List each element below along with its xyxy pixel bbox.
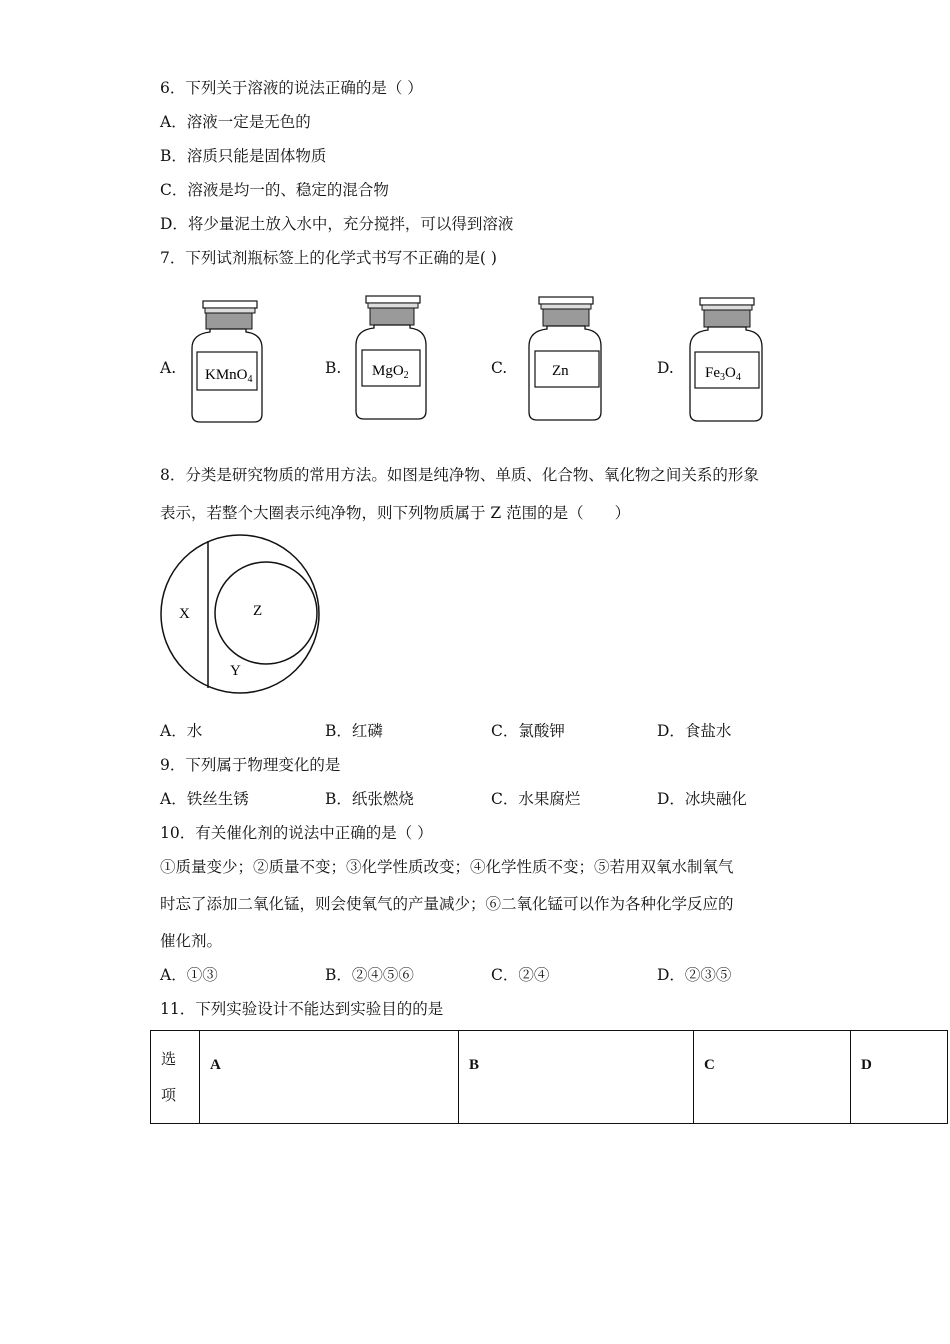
table-col-b: B <box>459 1031 694 1124</box>
q8-option-d: D．食盐水 <box>657 722 732 740</box>
q9-option-c: C．水果腐烂 <box>491 790 581 808</box>
q6-stem: 6．下列关于溶液的说法正确的是（ ） <box>160 79 423 97</box>
q11-table <box>150 1030 948 1124</box>
q7-option-a-letter: A. <box>160 359 177 377</box>
q10-option-b: B．②④⑤⑥ <box>325 966 414 984</box>
reagent-bottle-c <box>525 296 607 424</box>
q6-option-b: B．溶质只能是固体物质 <box>160 147 327 165</box>
q8-option-a: A．水 <box>160 722 203 740</box>
bottle-c-label: Zn <box>552 363 569 379</box>
q6-option-d: D．将少量泥土放入水中，充分搅拌，可以得到溶液 <box>160 215 514 233</box>
bottle-b-label: MgO$_2$ <box>372 363 409 381</box>
label-x: X <box>179 606 190 622</box>
q8-stem-line2: 表示，若整个大圈表示纯净物，则下列物质属于 Z 范围的是（ ） <box>160 504 631 522</box>
table-head-cell <box>151 1031 200 1124</box>
q7-option-d-letter: D. <box>657 359 674 377</box>
label-y: Y <box>230 663 241 679</box>
table-col-c: C <box>694 1031 851 1124</box>
q8-option-b: B．红磷 <box>325 722 383 740</box>
q8-option-c: C．氯酸钾 <box>491 722 565 740</box>
q9-option-a: A．铁丝生锈 <box>160 790 249 808</box>
q7-option-b-letter: B. <box>325 359 342 377</box>
q8-stem-line1: 8．分类是研究物质的常用方法。如图是纯净物、单质、化合物、氧化物之间关系的形象 <box>160 466 759 484</box>
q6-option-a: A．溶液一定是无色的 <box>160 113 311 131</box>
q10-option-a: A．①③ <box>160 966 218 984</box>
reagent-bottle-b <box>352 295 432 423</box>
reagent-bottle-d <box>686 297 768 425</box>
q10-option-c: C．②④ <box>491 966 550 984</box>
table-row <box>151 1031 948 1124</box>
bottle-d-label: $Fe_3O_4$ <box>705 365 741 383</box>
q10-statement-line2: 时忘了添加二氧化锰，则会使氧气的产量减少；⑥二氧化锰可以作为各种化学反应的 <box>160 895 734 913</box>
q9-option-b: B．纸张燃烧 <box>325 790 414 808</box>
q10-statement-line1: ①质量变少；②质量不变；③化学性质改变；④化学性质不变；⑤若用双氧水制氧气 <box>160 858 734 876</box>
q7-option-c-letter: C. <box>491 359 508 377</box>
inner-circle-z <box>215 562 317 664</box>
q11-stem: 11．下列实验设计不能达到实验目的的是 <box>160 1000 444 1018</box>
q9-stem: 9．下列属于物理变化的是 <box>160 756 341 774</box>
q7-stem: 7．下列试剂瓶标签上的化学式书写不正确的是( ) <box>160 249 497 267</box>
table-col-a: A <box>200 1031 459 1124</box>
table-col-d: D <box>851 1031 948 1124</box>
q10-statement-line3: 催化剂。 <box>160 932 223 950</box>
bottle-a-label: KMnO$_4$ <box>205 367 253 385</box>
classification-diagram <box>158 533 328 698</box>
table-head-line2: 项 <box>161 1086 177 1104</box>
label-z: Z <box>253 603 263 619</box>
q9-option-d: D．冰块融化 <box>657 790 747 808</box>
q6-option-c: C．溶液是均一的、稳定的混合物 <box>160 181 389 199</box>
q10-stem: 10．有关催化剂的说法中正确的是（ ） <box>160 824 433 842</box>
q10-option-d: D．②③⑤ <box>657 966 732 984</box>
table-head-line1: 选 <box>161 1050 177 1068</box>
reagent-bottle-a <box>188 300 268 426</box>
